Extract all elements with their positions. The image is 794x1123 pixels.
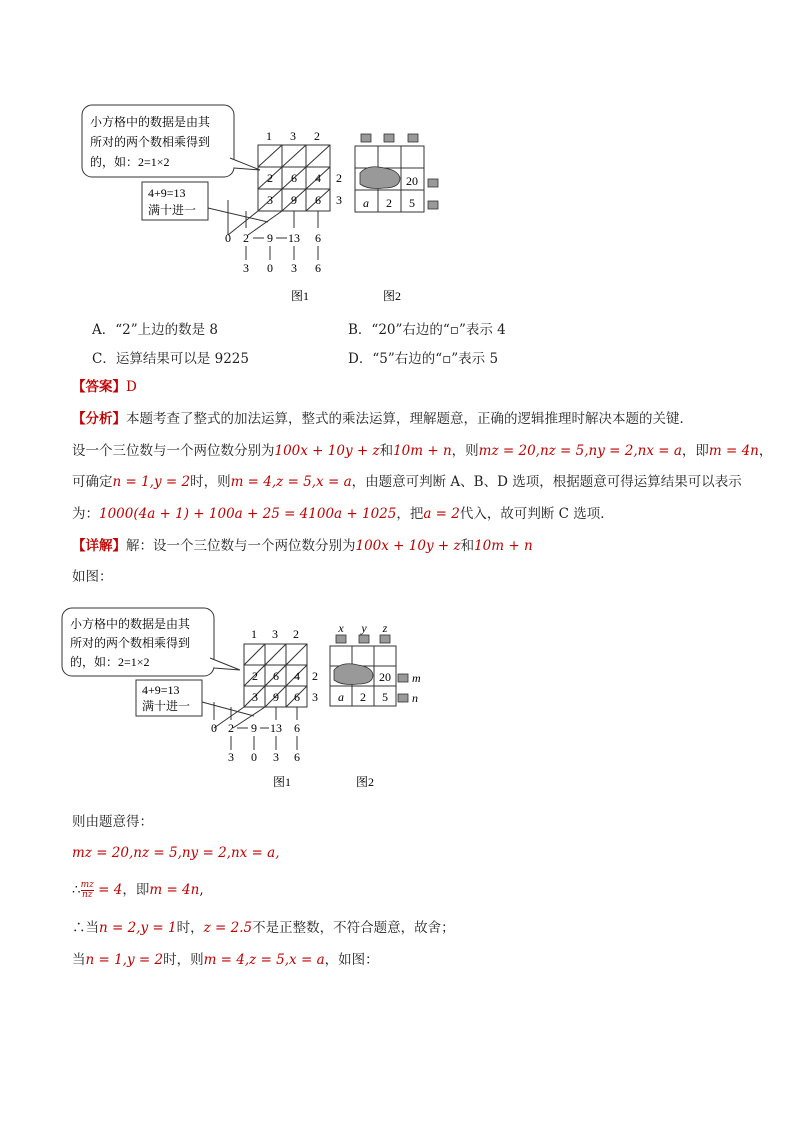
- fig2-2: 2: [386, 196, 392, 210]
- label-z: z: [382, 621, 388, 635]
- answer-value: D: [126, 379, 137, 395]
- a3d: m = 4,z = 5,x = a: [230, 474, 352, 490]
- detail-line1: [72, 536, 533, 556]
- analysis-line3: [72, 472, 742, 492]
- fraction: [81, 881, 94, 900]
- a2h: m = 4n: [708, 443, 759, 459]
- grid-r2c1: 3: [267, 193, 273, 207]
- bottom2-r1-1: 0: [211, 721, 217, 735]
- detail-line2: 如图：: [72, 569, 113, 585]
- a2a: 设一个三位数与一个两位数分别为: [72, 443, 275, 459]
- top2-digit-3: 2: [293, 627, 299, 641]
- fig2-20: 20: [406, 174, 418, 188]
- a3e: ，由题意可判断 A、B、D 选项，根据题意可得运算结果可以表示: [351, 474, 742, 490]
- a2c: 和: [379, 443, 394, 459]
- grid2-r1c1: 2: [252, 669, 258, 683]
- a2g: ，即: [681, 443, 709, 459]
- bottom2-r1-4: 13: [270, 721, 282, 735]
- callout1-line3: 的，如：2=1×2: [90, 155, 170, 169]
- top2-digit-1: 1: [251, 627, 257, 641]
- label-n: n: [412, 691, 418, 705]
- label-x: x: [338, 621, 344, 635]
- after-l3b: = 4: [93, 882, 123, 898]
- after-l2: mz = 20,nz = 5,ny = 2,nx = a,: [72, 845, 280, 861]
- analysis-line4: [72, 504, 614, 524]
- after-l5b: n = 1,y = 2: [85, 952, 164, 968]
- fig2b-5: 5: [382, 690, 388, 704]
- after-l3e: ,: [199, 882, 204, 898]
- label-y: y: [361, 621, 367, 635]
- bottom-r1-1: 0: [225, 231, 231, 245]
- a4b: 1000(4a + 1) + 100a + 25 = 4100a + 1025: [99, 506, 397, 522]
- d1a: 解：设一个三位数与一个两位数分别为: [126, 538, 356, 554]
- after-l4a: ∴当: [72, 920, 99, 936]
- after-l4c: 时，: [176, 920, 204, 936]
- callout2-line1: 4+9=13: [148, 186, 186, 200]
- bottom2-r2-1: 3: [228, 750, 234, 764]
- right-digit-1: 2: [336, 171, 342, 185]
- analysis-tag: 【分析】: [72, 411, 126, 427]
- fig2-a: a: [363, 196, 369, 210]
- a4e: 代入，故可判断 C 选项．: [459, 506, 614, 522]
- after-l5a: 当: [72, 952, 86, 968]
- right-digit-2: 3: [336, 193, 342, 207]
- after-l4d: z = 2.5: [203, 920, 253, 936]
- caption-fig1: 图1: [290, 289, 310, 303]
- bottom-r1-2: 2: [243, 231, 249, 245]
- callout1b-line2: 所对的两个数相乘得到: [70, 636, 191, 650]
- label-m: m: [412, 671, 421, 685]
- after-line2: [72, 843, 280, 863]
- after-l4e: 不是正整数，不符合题意，故舍；: [252, 920, 455, 936]
- after-line4: [72, 918, 455, 938]
- fraction-den: nz: [81, 890, 93, 900]
- callout2b-line2: 满十进一: [142, 699, 191, 713]
- callout1b-line3: 的，如：2=1×2: [70, 655, 150, 669]
- fraction-num: mz: [80, 880, 94, 890]
- grid2-r1c2: 6: [273, 669, 279, 683]
- analysis-text1: 本题考查了整式的加法运算，整式的乘法运算，理解题意，正确的逻辑推理时解决本题的关键．: [126, 411, 693, 427]
- a2e: ，则: [451, 443, 479, 459]
- bottom-r1-3: 9: [267, 231, 273, 245]
- callout2b-line1: 4+9=13: [142, 683, 180, 697]
- top-digit-1: 1: [266, 129, 272, 143]
- ink-blot: [360, 167, 400, 189]
- grid-r1c3: 4: [315, 171, 321, 185]
- bottom-r2-3: 3: [291, 261, 297, 275]
- option-b: B．“20”右边的“▫”表示 4: [348, 322, 506, 338]
- grid-r1c2: 6: [291, 171, 297, 185]
- bottom-r1-4: 13: [288, 231, 300, 245]
- grid2-r2c1: 3: [252, 690, 258, 704]
- analysis-line1: [72, 409, 693, 429]
- a2f: mz = 20,nz = 5,ny = 2,nx = a: [478, 443, 682, 459]
- bottom-r2-1: 3: [243, 261, 249, 275]
- a4d: a = 2: [423, 506, 460, 522]
- grid2-r1c3: 4: [294, 669, 300, 683]
- callout1b-line1: 小方格中的数据是由其: [70, 617, 191, 631]
- grid-r2c3: 6: [315, 193, 321, 207]
- caption-fig2: 图2: [382, 289, 402, 303]
- d1d: 10m + n: [474, 538, 533, 554]
- bottom-r2-2: 0: [267, 261, 273, 275]
- grid-r2c2: 9: [291, 193, 297, 207]
- right2-digit-2: 3: [312, 690, 318, 704]
- top-digit-2: 3: [290, 129, 296, 143]
- a4a: 为：: [72, 506, 99, 522]
- answer-tag: 【答案】: [72, 379, 126, 395]
- after-l5d: m = 4,z = 5,x = a: [203, 952, 325, 968]
- bottom2-r1-5: 6: [294, 721, 300, 735]
- bottom-r2-4: 6: [315, 261, 321, 275]
- after-l4b: n = 2,y = 1: [99, 920, 177, 936]
- after-l3d: m = 4n: [149, 882, 200, 898]
- fig2-5: 5: [409, 196, 415, 210]
- figure-bottom: [58, 598, 438, 798]
- top-digit-3: 2: [314, 129, 320, 143]
- callout1-line1: 小方格中的数据是由其: [90, 115, 211, 129]
- bottom2-r1-3: 9: [251, 721, 257, 735]
- grid2-r2c2: 9: [273, 690, 279, 704]
- detail-tag: 【详解】: [72, 538, 126, 554]
- callout2-line2: 满十进一: [148, 203, 197, 217]
- after-l5e: ，如图：: [324, 952, 379, 968]
- answer-line: [72, 377, 137, 397]
- top2-digit-2: 3: [272, 627, 278, 641]
- after-l5c: 时，则: [163, 952, 204, 968]
- bottom2-r2-4: 6: [294, 750, 300, 764]
- a2b: 100x + 10y + z: [274, 443, 380, 459]
- d1c: 和: [460, 538, 475, 554]
- after-line3: [72, 880, 204, 900]
- grid-r1c1: 2: [267, 171, 273, 185]
- fig2b-a: a: [338, 690, 344, 704]
- option-c: C．运算结果可以是 9225: [92, 351, 249, 367]
- a3b: n = 1,y = 2: [112, 474, 191, 490]
- fig2b-2: 2: [360, 690, 366, 704]
- after-line5: [72, 950, 379, 970]
- d1b: 100x + 10y + z: [355, 538, 461, 554]
- a4c: ，把: [396, 506, 424, 522]
- a3a: 可确定: [72, 474, 113, 490]
- bottom-r1-5: 6: [315, 231, 321, 245]
- bottom2-r2-3: 3: [273, 750, 279, 764]
- a2i: ，: [758, 443, 773, 459]
- analysis-line2: [72, 441, 772, 461]
- caption2-fig1: 图1: [272, 775, 292, 789]
- fig2b-20: 20: [379, 670, 391, 684]
- caption2-fig2: 图2: [355, 775, 375, 789]
- right2-digit-1: 2: [312, 669, 318, 683]
- after-l3a: ∴: [72, 882, 81, 898]
- callout1-line2: 所对的两个数相乘得到: [90, 135, 211, 149]
- a2d: 10m + n: [393, 443, 452, 459]
- after-line1: 则由题意得：: [72, 814, 153, 830]
- bottom2-r2-2: 0: [251, 750, 257, 764]
- after-l3c: ，即: [122, 882, 150, 898]
- ink-blot-2: [334, 664, 373, 685]
- a3c: 时，则: [190, 474, 231, 490]
- grid2-r2c3: 6: [294, 690, 300, 704]
- figure-top: [78, 100, 458, 310]
- bottom2-r1-2: 2: [228, 721, 234, 735]
- option-a: A．“2”上边的数是 8: [92, 322, 219, 338]
- option-d: D．“5”右边的“▫”表示 5: [348, 351, 499, 367]
